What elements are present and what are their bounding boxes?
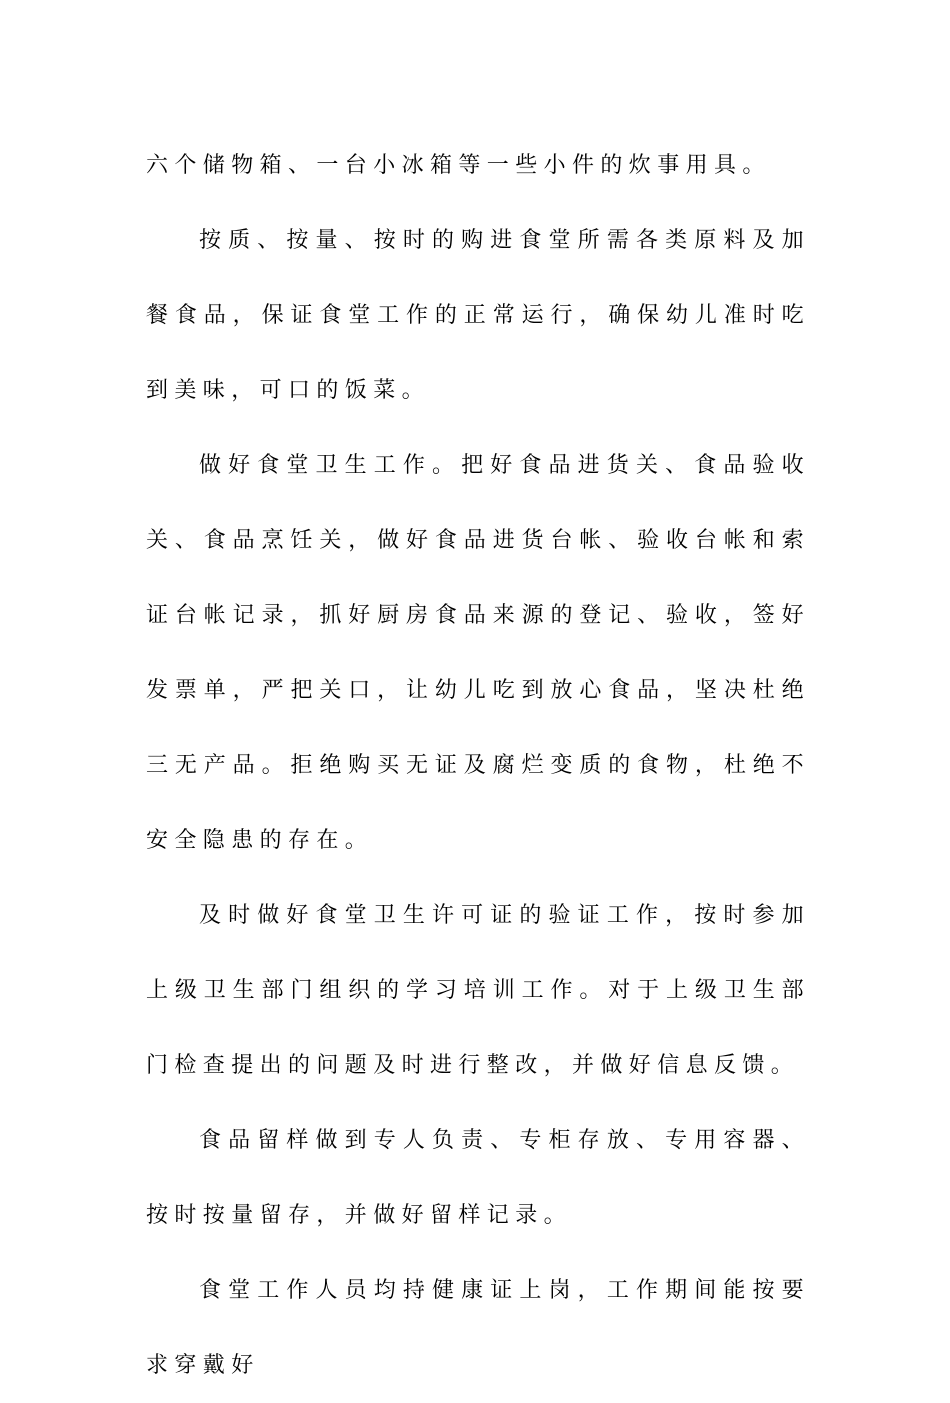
paragraph-1: 六个储物箱、一台小冰箱等一些小件的炊事用具。 [146,153,771,178]
paragraph-2: 按质、按量、按时的购进食堂所需各类原料及加餐食品，保证食堂工作的正常运行，确保幼儿准时吃到美味，可口的饭菜。 [146,228,810,403]
paragraph-5: 食品留样做到专人负责、专柜存放、专用容器、按时按量留存，并做好留样记录。 [146,1128,810,1228]
paragraph-6: 食堂工作人员均持健康证上岗，工作期间能按要求穿戴好 [146,1278,810,1378]
paragraph-4: 及时做好食堂卫生许可证的验证工作，按时参加上级卫生部门组织的学习培训工作。对于上级卫生部门检查提出的问题及时进行整改，并做好信息反馈。 [146,903,810,1078]
paragraph-3: 做好食堂卫生工作。把好食品进货关、食品验收关、食品烹饪关，做好食品进货台帐、验收台帐和索证台帐记录，抓好厨房食品来源的登记、验收，签好发票单，严把关口，让幼儿吃到放心食品，坚决杜绝三无产品。拒绝购买无证及腐烂变质的食物，杜绝不安全隐患的存在。 [146,453,810,853]
document-body [146,128,810,1403]
